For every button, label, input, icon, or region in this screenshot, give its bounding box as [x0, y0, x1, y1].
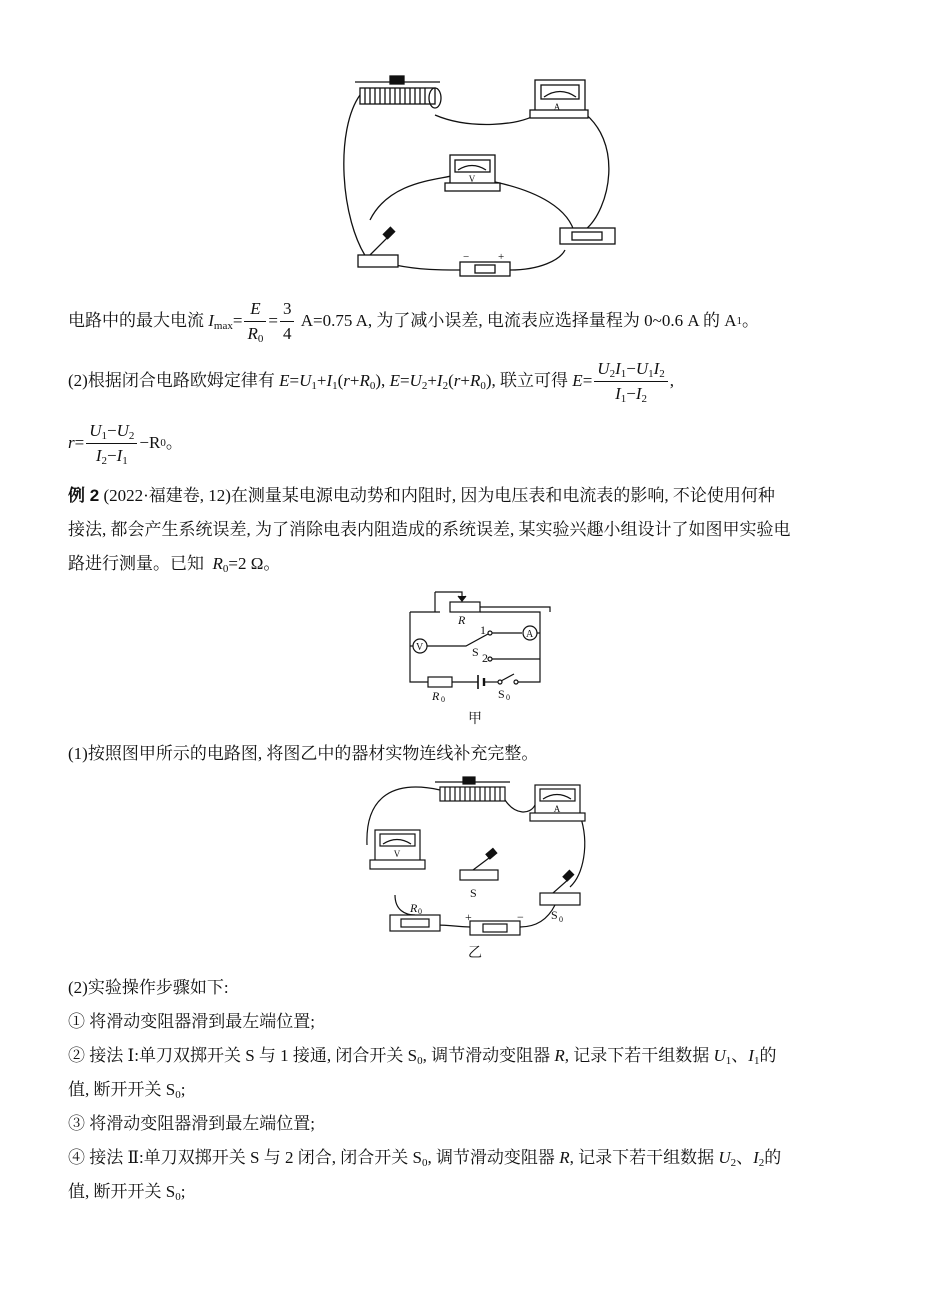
- circuit-figure-top: [340, 70, 630, 280]
- step-2: ② 接法 Ⅰ:单刀双掷开关 S 与 1 接通, 闭合开关 $S_0$, 调节滑动变阻器 R, 记录下若干组数据 $U_1$、$I_1$的: [68, 1046, 777, 1067]
- example-r0-value: =2 Ω。: [228, 554, 281, 573]
- solution-part2-line: (2)根据闭合电路欧姆定律有 $E=U_1+I_1(r+R_0)$, $E=U_2+I_2(r+R_0)$, 联立可得 E= $\frac{U_2I_1-U_1I_2}{I_1-I_2}$ ,: [68, 358, 675, 405]
- example-label: 例 2: [68, 486, 100, 505]
- figure-jia-caption: 甲: [468, 712, 482, 727]
- yi-ammeter-label: A: [553, 804, 561, 814]
- jia-a-label: A: [526, 629, 534, 640]
- step-4-prefix: ④ 接法 Ⅱ:单刀双掷开关 S 与 2 闭合, 闭合开关 S: [68, 1148, 422, 1167]
- step-4-end: 值, 断开开关 S: [68, 1182, 176, 1201]
- rheostat-icon: [355, 76, 441, 108]
- imax-fraction: $\frac{E}{R_0}$: [244, 299, 266, 344]
- example-text-1: (2022·福建卷, 12)在测量某电源电动势和内阻时, 因为电压表和电流表的影响, 不论使用何种: [103, 486, 775, 505]
- battery-plus: +: [498, 251, 505, 263]
- step-4: ④ 接法 Ⅱ:单刀双掷开关 S 与 2 闭合, 闭合开关 $S_0$, 调节滑动变阻器 R, 记录下若干组数据 $U_2$、$I_2$的: [68, 1148, 782, 1169]
- step-4-suffix: , 记录下若干组数据: [569, 1148, 715, 1167]
- yi-switch-s0-icon: [540, 870, 580, 905]
- voltmeter-label: V: [468, 174, 476, 184]
- jia-v-label: V: [416, 642, 424, 653]
- switch-icon: [358, 227, 398, 267]
- yi-s-label: S: [470, 886, 477, 900]
- apparatus-figure-yi: [355, 775, 595, 945]
- yi-voltmeter-label: V: [393, 849, 401, 859]
- yi-switch-s-icon: [460, 848, 498, 880]
- ammeter-icon: [530, 80, 588, 118]
- jia-s0-label: S: [498, 687, 505, 701]
- emf-fraction: $\frac{U_2I_1-U_1I_2}{I_1-I_2}$: [594, 359, 668, 404]
- jia-r0-label: R: [432, 689, 440, 702]
- imax-den-2: 4: [282, 323, 292, 343]
- step-2-suffix: , 记录下若干组数据: [564, 1046, 710, 1065]
- jia-one-label: 1: [480, 623, 486, 637]
- step-1: ① 将滑动变阻器滑到最左端位置;: [68, 1012, 315, 1031]
- example-line-1: [68, 486, 775, 506]
- yi-ammeter-icon: [530, 785, 585, 821]
- yi-s0-label: S: [551, 908, 558, 922]
- step-4-cont: 值, 断开开关 $S_0$;: [68, 1182, 186, 1203]
- solution-imax-line: 电路中的最大电流 $I_{max}=$ $\frac{E}{R_0}$ = $\frac{3}{4}$ A=0.75 A, 为了减小误差, 电流表应选择量程为 0~0.6 A 的 A 1 。: [68, 298, 759, 345]
- part2-prefix: (2)根据闭合电路欧姆定律有: [68, 371, 275, 390]
- ammeter-label: A: [553, 102, 561, 112]
- yi-r0-label: R: [410, 901, 418, 915]
- jia-r-label: R: [458, 613, 466, 627]
- example-line-3: 路进行测量。已知 $R_0=2$ Ω。: [68, 554, 281, 575]
- circuit-diagram-jia: [400, 582, 560, 702]
- solution-r-line: r= $\frac{U_1-U_2}{I_2-I_1}$ −R 0 。: [68, 420, 183, 467]
- jia-r0-sub: 0: [441, 695, 445, 702]
- figure-yi-caption: 乙: [468, 946, 482, 961]
- imax-suffix: A=0.75 A, 为了减小误差, 电流表应选择量程为 0~0.6 A 的 A: [300, 311, 737, 330]
- imax-num: E: [250, 298, 261, 318]
- example-text-3: 路进行测量。已知: [68, 554, 204, 573]
- step-2-mid: , 调节滑动变阻器: [422, 1046, 551, 1065]
- yi-battery-icon: [470, 921, 520, 935]
- jia-s-label: S: [472, 645, 479, 659]
- voltmeter-icon: [445, 155, 500, 191]
- question-1: (1)按照图甲所示的电路图, 将图乙中的器材实物连线补充完整。: [68, 744, 539, 763]
- yi-s0-sub: 0: [559, 915, 563, 924]
- imax-den: R: [247, 323, 258, 343]
- step-2-prefix: ② 接法 Ⅰ:单刀双掷开关 S 与 1 接通, 闭合开关 S: [68, 1046, 418, 1065]
- r-tail: −R: [139, 433, 161, 452]
- jia-s0-sub: 0: [506, 693, 510, 702]
- step-3: ③ 将滑动变阻器滑到最左端位置;: [68, 1114, 315, 1133]
- yi-voltmeter-icon: [370, 830, 425, 869]
- yi-r0-sub: 0: [418, 907, 422, 916]
- question-2: (2)实验操作步骤如下:: [68, 978, 229, 997]
- example-text-2: 接法, 都会产生系统误差, 为了消除电表内阻造成的系统误差, 某实验兴趣小组设计了如图甲实验电: [68, 520, 791, 539]
- step-2-end: 值, 断开开关 S: [68, 1080, 176, 1099]
- battery-minus: −: [463, 251, 470, 263]
- r-fraction: $\frac{U_1-U_2}{I_2-I_1}$: [86, 421, 137, 466]
- imax-fraction-2: [280, 299, 295, 344]
- imax-symbol: $I_{max}=$: [208, 311, 243, 332]
- yi-rheostat-icon: [435, 777, 510, 801]
- yi-plus-label: +: [465, 910, 472, 924]
- yi-resistor-r0-icon: [390, 915, 440, 931]
- resistor-icon: [560, 228, 615, 244]
- part2-mid: 联立可得: [500, 371, 569, 390]
- yi-minus-label: −: [517, 910, 524, 924]
- example-line-2: [68, 520, 791, 540]
- battery-icon: [460, 251, 510, 276]
- step-2-cont: 值, 断开开关 $S_0$;: [68, 1080, 186, 1101]
- jia-two-label: 2: [482, 651, 488, 665]
- imax-num-2: 3: [280, 299, 295, 322]
- imax-prefix: 电路中的最大电流: [68, 311, 204, 330]
- step-4-mid: , 调节滑动变阻器: [427, 1148, 555, 1167]
